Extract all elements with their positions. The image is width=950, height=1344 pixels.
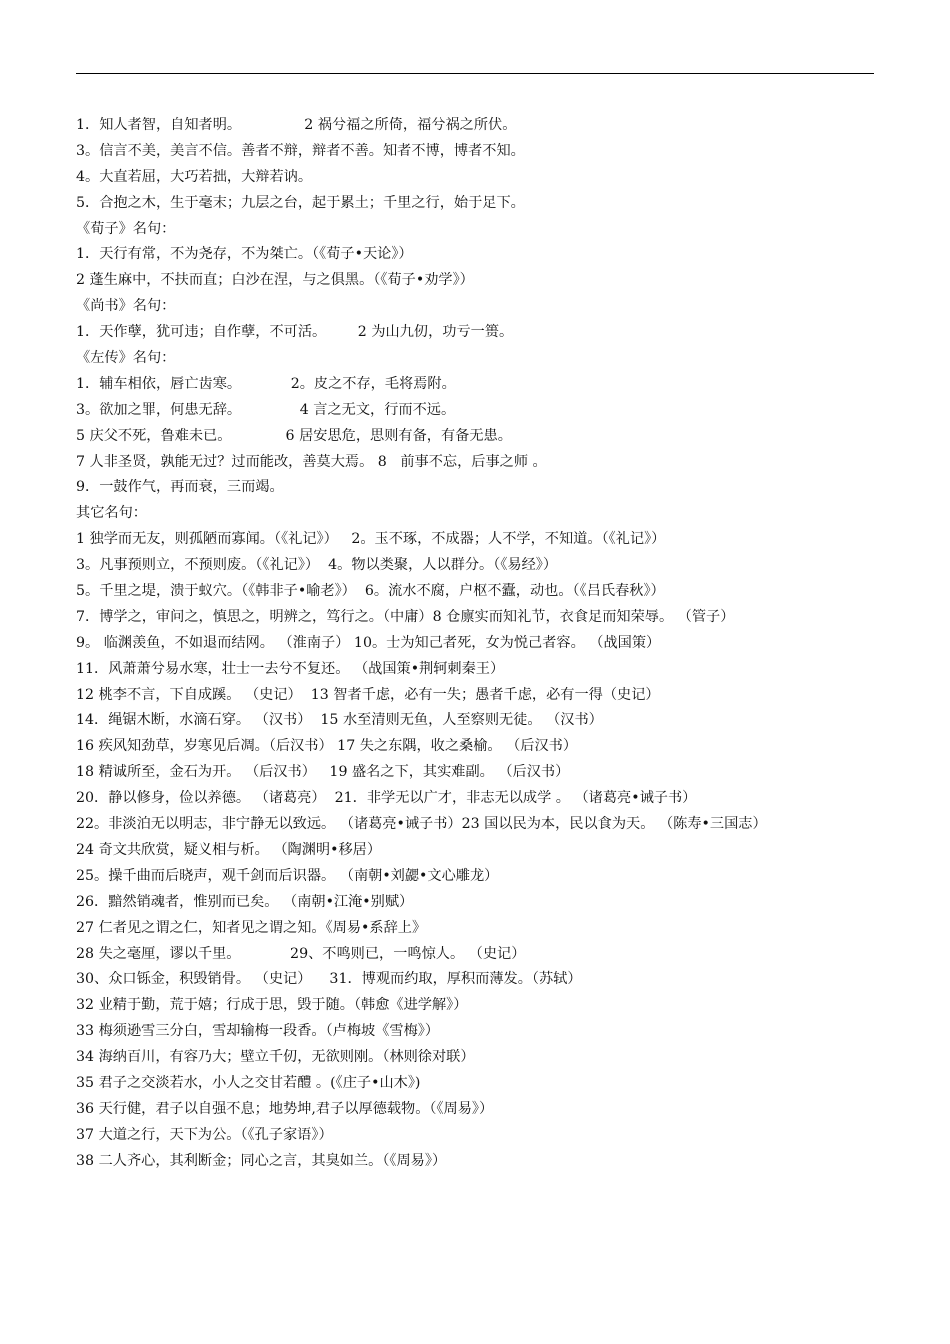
text-line: 34 海纳百川，有容乃大；壁立千仞，无欲则刚。（林则徐对联） (76, 1049, 475, 1066)
text-line: 25。操千曲而后晓声，观千剑而后识器。 （南朝•刘勰•文心雕龙） (76, 867, 499, 884)
text-line: 9。 临渊羡鱼，不如退而结网。 （淮南子） 10。士为知己者死，女为悦己者容。 （战国策） (76, 634, 661, 651)
text-line: 1．知人者智，自知者明。 2 祸兮福之所倚，福兮祸之所伏。 (76, 117, 517, 133)
text-line: 5 庆父不死，鲁难未已。 6 居安思危，思则有备，有备无患。 (76, 427, 512, 444)
text-line: 37 大道之行，天下为公。（《孔子家语》） (76, 1126, 333, 1143)
text-line: 5．合抱之木，生于毫末；九层之台，起于累土；千里之行，始于足下。 (76, 194, 525, 211)
text-line: 27 仁者见之谓之仁，知者见之谓之知。《周易•系辞上》 (76, 919, 427, 936)
text-line: 7．博学之，审问之，慎思之，明辨之，笃行之。（中庸）8 仓廪实而知礼节，衣食足而知荣辱。 （管子） (76, 608, 735, 625)
text-line: 1．辅车相依，唇亡齿寒。 2。皮之不存，毛将焉附。 (76, 375, 456, 392)
text-line: 20．静以修身，俭以养德。 （诸葛亮） 21．非学无以广才，非志无以成学 。 （诸葛亮•诫子书） (76, 790, 697, 807)
text-line: 24 奇文共欣赏，疑义相与析。 （陶渊明•移居） (76, 841, 382, 858)
quotes-content (76, 113, 876, 1175)
text-line: 33 梅须逊雪三分白，雪却输梅一段香。（卢梅坡《雪梅》） (76, 1023, 440, 1040)
text-line: 7 人非圣贤，孰能无过？过而能改，善莫大焉。 8 前事不忘，后事之师 。 (76, 453, 547, 470)
text-line: 3。信言不美，美言不信。善者不辩，辩者不善。知者不博，博者不知。 (76, 142, 525, 159)
text-line: 1 独学而无友，则孤陋而寡闻。（《礼记》） 2。玉不琢，不成器；人不学，不知道。（《礼记》） (76, 531, 666, 548)
text-line: 4。大直若屈，大巧若拙，大辩若讷。 (76, 168, 313, 185)
text-line: 16 疾风知劲草，岁寒见后凋。（后汉书） 17 失之东隅，收之桑榆。 （后汉书） (76, 738, 578, 755)
text-line: 38 二人齐心，其利断金；同心之言，其臭如兰。（《周易》） (76, 1152, 447, 1169)
text-line: 28 失之毫厘，谬以千里。 29、不鸣则已，一鸣惊人。 （史记） (76, 945, 526, 962)
text-line: 1．天作孽，犹可违；自作孽，不可活。 2 为山九仞，功亏一篑。 (76, 324, 514, 341)
header-rule (76, 73, 874, 74)
section-heading-xunzi: 《荀子》名句： (76, 220, 176, 237)
text-line: 26．黯然销魂者，惟别而已矣。 （南朝•江淹•别赋） (76, 893, 414, 910)
text-line: 3。凡事预则立，不预则废。（《礼记》） 4。物以类聚，人以群分。（《易经》） (76, 557, 558, 574)
text-line: 9．一鼓作气，再而衰，三而竭。 (76, 479, 284, 496)
text-line: 30、众口铄金，积毁销骨。 （史记） 31．博观而约取，厚积而薄发。（苏轼） (76, 971, 582, 988)
text-line: 22。非淡泊无以明志，非宁静无以致远。 （诸葛亮•诫子书）23 国以民为本，民以食为天。 （陈寿•三国志） (76, 816, 767, 833)
text-line: 11．风萧萧兮易水寒，壮士一去兮不复还。 （战国策•荆轲刺秦王） (76, 660, 505, 677)
text-line: 2 蓬生麻中，不扶而直；白沙在涅，与之俱黑。（《荀子•劝学》） (76, 272, 474, 289)
text-line: 12 桃李不言，下自成蹊。 （史记） 13 智者千虑，必有一失；愚者千虑，必有一得（史记） (76, 686, 660, 703)
text-line: 36 天行健，君子以自强不息；地势坤,君子以厚德载物。（《周易》） (76, 1100, 494, 1117)
text-line: 5。千里之堤，溃于蚁穴。（《韩非子•喻老》） 6。流水不腐，户枢不蠹，动也。（《吕氏春秋》） (76, 583, 665, 600)
text-line: 32 业精于勤，荒于嬉；行成于思，毁于随。（韩愈《进学解》） (76, 997, 468, 1014)
text-line: 3。欲加之罪，何患无辞。 4 言之无文，行而不远。 (76, 401, 456, 418)
section-heading-others: 其它名句： (76, 505, 147, 522)
text-line: 35 君子之交淡若水，小人之交甘若醴 。(《庄子•山木》) (76, 1074, 421, 1091)
text-line: 18 精诚所至，金石为开。 （后汉书） 19 盛名之下，其实难副。 （后汉书） (76, 764, 570, 781)
section-heading-zuozhuan: 《左传》名句： (76, 350, 176, 367)
text-line: 14．绳锯木断，水滴石穿。 （汉书） 15 水至清则无鱼，人至察则无徒。 （汉书） (76, 712, 603, 729)
section-heading-shangshu: 《尚书》名句： (76, 298, 176, 315)
text-line: 1．天行有常，不为尧存，不为桀亡。（《荀子•天论》） (76, 246, 413, 263)
